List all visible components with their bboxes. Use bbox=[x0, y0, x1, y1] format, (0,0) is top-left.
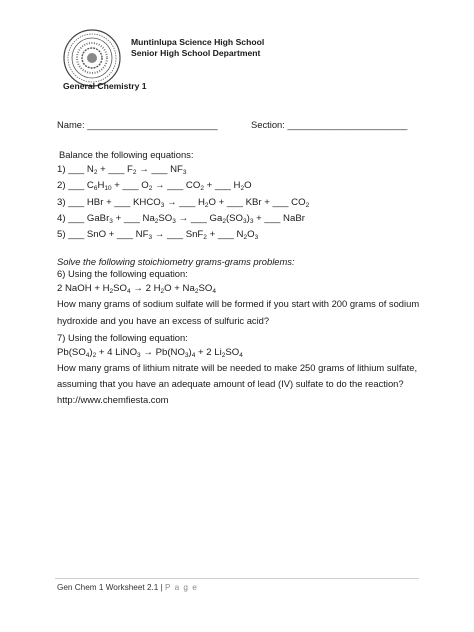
formula-text: + 2 Li bbox=[195, 347, 222, 358]
question-6-equation bbox=[57, 283, 216, 294]
equation-number: 1) bbox=[57, 164, 69, 175]
subscript: 2 bbox=[154, 218, 159, 225]
formula-text: ___ N bbox=[68, 164, 94, 175]
formula-text: ___ HBr + ___ KHCO bbox=[68, 197, 161, 208]
formula-text: → ___ H bbox=[164, 197, 205, 208]
subscript: 3 bbox=[254, 234, 259, 241]
equation-number: 4) bbox=[57, 213, 69, 224]
formula-text: + ___ N bbox=[206, 229, 244, 240]
reference-url[interactable]: http://www.chemfiesta.com bbox=[57, 394, 169, 405]
formula-text: → ___ NF bbox=[136, 164, 183, 175]
subscript: 2 bbox=[204, 202, 209, 209]
subscript: 3 bbox=[182, 169, 187, 176]
subscript: 2 bbox=[221, 352, 226, 359]
question-7-intro: 7) Using the following equation: bbox=[57, 332, 188, 343]
formula-text: SO bbox=[225, 347, 240, 358]
subscript: 2 bbox=[200, 185, 204, 192]
subscript: 3 bbox=[172, 218, 176, 225]
subscript: 3 bbox=[160, 202, 165, 209]
school-name: Muntinlupa Science High School bbox=[131, 37, 265, 47]
subscript: 2 bbox=[203, 234, 207, 241]
subscript: 6 bbox=[93, 185, 98, 192]
footer-page-label: P a g e bbox=[165, 583, 198, 592]
name-field-label: Name: _________________________ bbox=[57, 119, 218, 130]
question-6-text-line2: hydroxide and you have an excess of sulfuric acid? bbox=[57, 315, 270, 326]
equation-row bbox=[57, 213, 305, 224]
formula-text: → ___ CO bbox=[152, 180, 201, 191]
subscript: 4 bbox=[212, 288, 216, 295]
formula-text: SO bbox=[198, 283, 213, 294]
subscript: 2 bbox=[92, 352, 97, 359]
subscript: 4 bbox=[239, 352, 243, 359]
formula-text: + ___ O bbox=[111, 180, 149, 191]
formula-text: → 2 H bbox=[130, 283, 161, 294]
subscript: 2 bbox=[148, 185, 153, 192]
subscript: 4 bbox=[191, 352, 196, 359]
formula-text: + ___ NaBr bbox=[253, 213, 305, 224]
subscript: 2 bbox=[109, 288, 114, 295]
formula-text: H bbox=[97, 180, 105, 191]
formula-text: O bbox=[247, 229, 255, 240]
equation-row bbox=[57, 229, 258, 240]
subscript: 10 bbox=[104, 185, 112, 192]
subscript: 3 bbox=[109, 218, 113, 225]
subscript: 2 bbox=[132, 169, 137, 176]
subscript: 2 bbox=[305, 202, 310, 209]
subscript: 3 bbox=[249, 218, 254, 225]
formula-text: → ___ SnF bbox=[152, 229, 204, 240]
school-seal-logo bbox=[62, 28, 122, 88]
formula-text: (SO bbox=[225, 213, 243, 224]
formula-text: O bbox=[244, 180, 252, 191]
subscript: 4 bbox=[85, 352, 90, 359]
formula-text: + 4 LiNO bbox=[96, 347, 138, 358]
subscript: 3 bbox=[148, 234, 153, 241]
question-6-intro: 6) Using the following equation: bbox=[57, 268, 188, 279]
question-6-text-line1: How many grams of sodium sulfate will be formed if you start with 200 grams of sodium bbox=[57, 298, 420, 309]
formula-text: ) bbox=[246, 213, 250, 224]
question-7-equation bbox=[57, 347, 243, 358]
equation-number: 2) bbox=[57, 180, 69, 191]
equation-number: 3) bbox=[57, 197, 69, 208]
instructions: Balance the following equations: bbox=[59, 149, 194, 160]
equation-row bbox=[57, 197, 309, 208]
formula-text: ) bbox=[188, 347, 192, 358]
formula-text: SO bbox=[158, 213, 173, 224]
formula-text: O + Na bbox=[164, 283, 195, 294]
formula-text: → ___ Ga bbox=[175, 213, 223, 224]
subscript: 2 bbox=[93, 169, 98, 176]
formula-text: + ___ Na bbox=[112, 213, 155, 224]
formula-text: Pb(SO bbox=[57, 347, 86, 358]
subscript: 3 bbox=[184, 352, 189, 359]
subscript: 2 bbox=[194, 288, 199, 295]
formula-text: O + ___ KBr + ___ CO bbox=[208, 197, 306, 208]
formula-text: ___ C bbox=[68, 180, 94, 191]
subscript: 2 bbox=[243, 234, 248, 241]
footer-divider bbox=[55, 578, 419, 579]
footer bbox=[57, 583, 198, 592]
formula-text: + ___ F bbox=[97, 164, 133, 175]
formula-text: → Pb(NO bbox=[140, 347, 185, 358]
subscript: 3 bbox=[243, 218, 247, 225]
subscript: 2 bbox=[160, 288, 165, 295]
question-7-text-line1: How many grams of lithium nitrate will be needed to make 250 grams of lithium sulfate, bbox=[57, 362, 418, 373]
subscript: 2 bbox=[222, 218, 226, 225]
stoich-heading: Solve the following stoichiometry grams-grams problems: bbox=[57, 256, 295, 267]
footer-worksheet-label: Gen Chem 1 Worksheet 2.1 | bbox=[57, 583, 166, 592]
formula-text: SO bbox=[113, 283, 128, 294]
formula-text: 2 NaOH + H bbox=[57, 283, 110, 294]
formula-text: ___ GaBr bbox=[68, 213, 110, 224]
subscript: 2 bbox=[240, 185, 245, 192]
subscript: 3 bbox=[137, 352, 141, 359]
question-7-text-line2: assuming that you have an adequate amount of lead (IV) sulfate to do the reaction? bbox=[57, 378, 404, 389]
equation-row bbox=[57, 164, 187, 175]
section-field-label: Section: _______________________ bbox=[251, 119, 408, 130]
formula-text: + ___ H bbox=[203, 180, 241, 191]
course-title: General Chemistry 1 bbox=[63, 81, 147, 91]
department-name: Senior High School Department bbox=[131, 48, 261, 58]
formula-text: ___ SnO + ___ NF bbox=[68, 229, 149, 240]
equation-number: 5) bbox=[57, 229, 69, 240]
subscript: 4 bbox=[127, 288, 131, 295]
equation-row bbox=[57, 180, 252, 191]
formula-text: ) bbox=[89, 347, 93, 358]
